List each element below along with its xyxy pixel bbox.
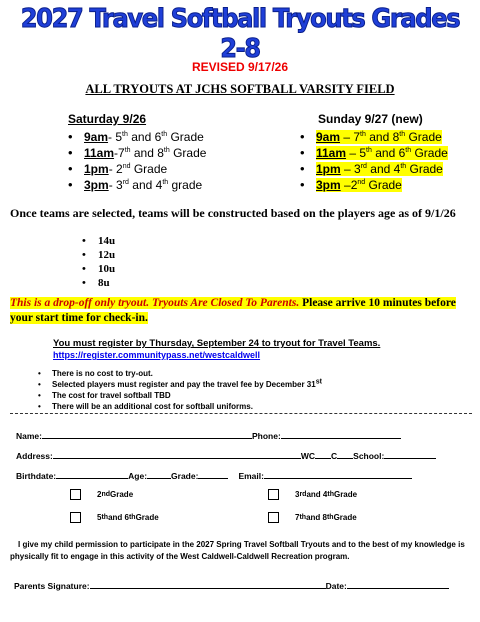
name-field[interactable]: [42, 429, 252, 439]
age-label: Age:: [128, 471, 148, 481]
note-item: • There is no cost to try-out.: [36, 368, 322, 379]
note-item: • The cost for travel softball TBD: [36, 390, 322, 401]
sat-slot: • 1pm- 2nd Grade: [66, 161, 206, 177]
saturday-schedule: [66, 112, 206, 193]
phone-label: Phone:: [251, 431, 281, 441]
sat-slot: • 11am-7th and 8th Grade: [66, 145, 206, 161]
checkbox[interactable]: [70, 512, 81, 523]
date-label: Date:: [325, 581, 347, 591]
address-label: Address:: [16, 451, 53, 461]
age-group-item: • 10u: [80, 262, 115, 276]
registration-deadline: You must register by Thursday, September 24 to tryout for Travel Teams.: [53, 338, 381, 349]
age-field[interactable]: [147, 469, 171, 479]
sunday-schedule: [298, 112, 448, 193]
school-field[interactable]: [384, 449, 436, 459]
name-phone-row: [16, 429, 401, 441]
registration-link[interactable]: https://register.communitypass.net/westcaldwell: [53, 350, 261, 360]
grade-field[interactable]: [198, 469, 228, 479]
sun-slot: • 1pm – 3rd and 4th Grade: [298, 161, 448, 177]
grade-7-8-option[interactable]: 7 th and 8 th Grade: [268, 512, 357, 523]
name-label: Name:: [16, 431, 42, 441]
grade-label: Grade:: [171, 471, 199, 481]
flyer-title: 2027 Travel Softball Tryouts Grades 2-8: [20, 4, 460, 64]
birthdate-label: Birthdate:: [16, 471, 57, 481]
age-group-item: • 12u: [80, 248, 115, 262]
permission-statement: I give my child permission to participate in the 2027 Spring Travel Softball Tryouts and to the best of my knowledge is physically fit to engage in this activity of the West Caldwell-Caldwell Recreation program.: [10, 540, 465, 561]
sunday-heading: Sunday 9/27 (new): [318, 112, 423, 126]
grade-5-6-option[interactable]: 5 th and 6 th Grade: [70, 512, 159, 523]
saturday-heading: Saturday 9/26: [68, 112, 147, 126]
checkbox[interactable]: [268, 512, 279, 523]
address-field[interactable]: [53, 449, 301, 459]
checkbox[interactable]: [70, 489, 81, 500]
sun-slot: • 9am – 7th and 8th Grade: [298, 129, 448, 145]
c-label: C: [331, 451, 338, 461]
age-group-item: • 14u: [80, 234, 115, 248]
birthdate-row: [16, 469, 412, 481]
age-group-item: • 8u: [80, 276, 115, 290]
team-formation-note: Once teams are selected, teams will be constructed based on the players age as of 9/1/26: [10, 206, 456, 220]
sun-slot: • 3pm –2nd Grade: [298, 177, 448, 193]
signature-label: Parents Signature:: [14, 581, 90, 591]
checkbox[interactable]: [268, 489, 279, 500]
sat-slot: • 3pm- 3rd and 4th grade: [66, 177, 206, 193]
c-field[interactable]: [337, 449, 353, 459]
phone-field[interactable]: [281, 429, 401, 439]
address-row: [16, 449, 436, 461]
signature-field[interactable]: [90, 579, 326, 589]
cut-line: [10, 413, 472, 414]
note-item: • There will be an additional cost for softball uniforms.: [36, 401, 322, 412]
sat-slot: • 9am- 5th and 6th Grade: [66, 129, 206, 145]
email-field[interactable]: [264, 469, 412, 479]
sun-slot: • 11am – 5th and 6th Grade: [298, 145, 448, 161]
fee-notes: [36, 368, 322, 412]
grade-3-4-option[interactable]: 3 rd and 4 th Grade: [268, 489, 357, 500]
note-item: • Selected players must register and pay the travel fee by December 31st: [36, 379, 322, 390]
drop-off-notice: This is a drop-off only tryout. Tryouts Are Closed To Parents. Please arrive 10 minutes before your start time for check-in.: [10, 297, 456, 324]
date-field[interactable]: [347, 579, 449, 589]
age-groups: [80, 234, 115, 290]
wc-field[interactable]: [315, 449, 331, 459]
revised-date: REVISED 9/17/26: [191, 60, 289, 74]
school-label: School:: [353, 451, 385, 461]
grade-2-option[interactable]: 2 nd Grade: [70, 489, 133, 500]
wc-label: WC: [300, 451, 316, 461]
email-label: Email:: [238, 471, 264, 481]
location-heading: ALL TRYOUTS AT JCHS SOFTBALL VARSITY FIELD: [85, 82, 395, 96]
signature-row: [14, 579, 449, 591]
birthdate-field[interactable]: [56, 469, 128, 479]
